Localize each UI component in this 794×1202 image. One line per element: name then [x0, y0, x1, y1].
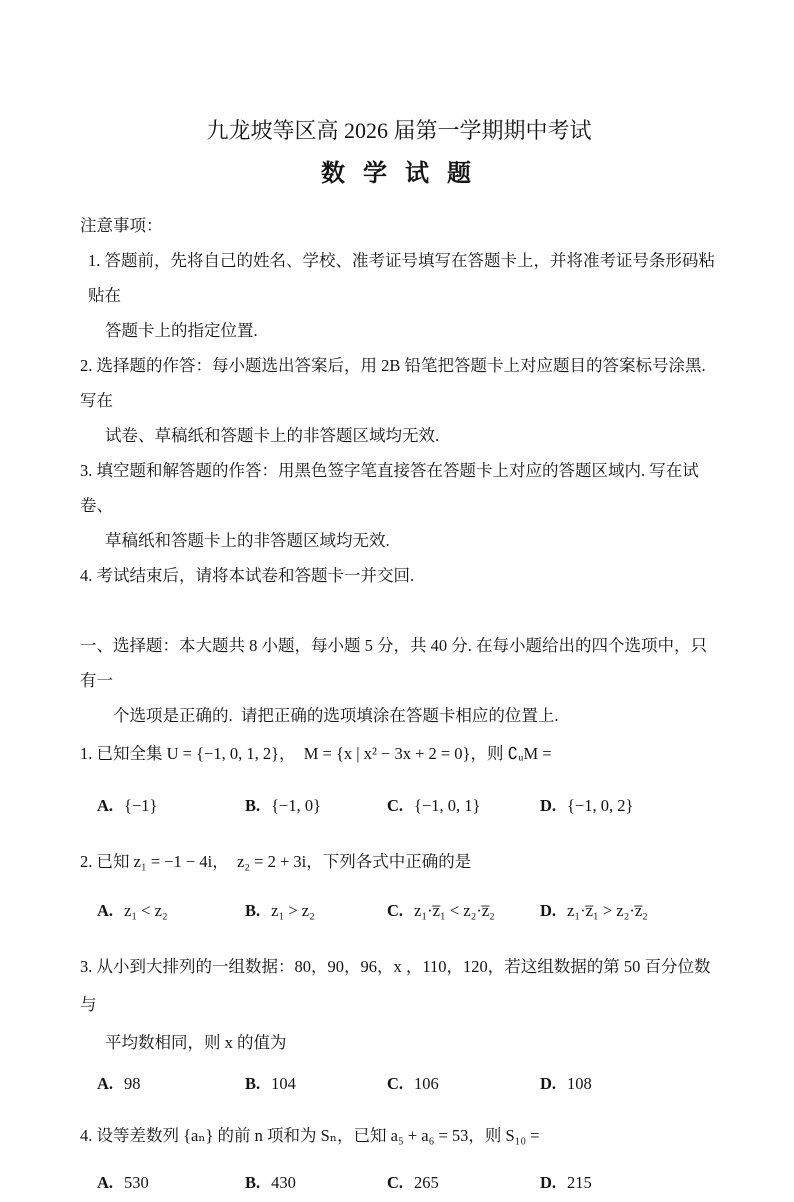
option-label: B. — [245, 1074, 261, 1093]
option-label: B. — [245, 796, 261, 815]
option-text: 104 — [271, 1074, 296, 1093]
question-2-option-a — [97, 892, 245, 930]
question-1-option-c — [387, 787, 540, 825]
question-1-option-a — [97, 787, 245, 825]
question-2-options — [80, 892, 718, 930]
option-text: 106 — [414, 1074, 439, 1093]
notice-item-3-line-2: 草稿纸和答题卡上的非答题区域均无效. — [105, 531, 390, 550]
question-3-option-d — [540, 1065, 718, 1103]
question-4-option-b — [245, 1164, 387, 1202]
question-4-option-d — [540, 1164, 718, 1202]
option-text: 98 — [124, 1074, 141, 1093]
option-text: {−1} — [124, 796, 158, 815]
notice-item-1-line-1: 1. 答题前，先将自己的姓名、学校、准考证号填写在答题卡上，并将准考证号条形码粘贴在 — [88, 251, 715, 305]
question-1-option-b — [245, 787, 387, 825]
option-label: C. — [387, 1074, 404, 1093]
section-header-line-2: 个选项是正确的. 请把正确的选项填涂在答题卡相应的位置上. — [113, 706, 559, 725]
exam-title: 九龙坡等区高 2026 届第一学期期中考试 — [206, 118, 592, 143]
option-label: D. — [540, 1074, 557, 1093]
option-text: z₁ > z₂ — [271, 901, 315, 920]
question-4-options — [80, 1164, 718, 1202]
option-label: B. — [245, 1173, 261, 1192]
option-text: 215 — [567, 1173, 592, 1192]
option-label: B. — [245, 901, 261, 920]
question-3-stem-line-1: 3. 从小到大排列的一组数据：80，90，96，x ，110，120，若这组数据的第 50 百分位数与 — [80, 957, 711, 1014]
notice-item-2-line-2: 试卷、草稿纸和答题卡上的非答题区域均无效. — [105, 426, 440, 445]
option-text: 530 — [124, 1173, 149, 1192]
question-1-option-d — [540, 787, 718, 825]
question-2-option-c — [387, 892, 540, 930]
option-label: A. — [97, 796, 114, 815]
section-header — [80, 628, 718, 733]
option-text: {−1, 0, 2} — [567, 796, 634, 815]
notice-item-2-line-1: 2. 选择题的作答：每小题选出答案后，用 2B 铅笔把答题卡上对应题目的答案标号涂黑. 写在 — [80, 356, 710, 410]
question-3-stem-line-2: 平均数相同，则 x 的值为 — [105, 1033, 287, 1052]
option-text: {−1, 0, 1} — [414, 796, 481, 815]
question-3-options — [80, 1065, 718, 1103]
question-4-stem: 4. 设等差数列 {aₙ} 的前 n 项和为 Sₙ，已知 a₅ + a₆ = 53，则 S₁₀ = — [80, 1126, 540, 1145]
notice-item-3-line-1: 3. 填空题和解答题的作答：用黑色签字笔直接答在答题卡上对应的答题区域内. 写在试卷、 — [80, 461, 699, 515]
option-label: C. — [387, 796, 404, 815]
option-label: A. — [97, 1074, 114, 1093]
option-label: D. — [540, 901, 557, 920]
section-header-line-1: 一、选择题：本大题共 8 小题，每小题 5 分，共 40 分. 在每小题给出的四个选项中，只有一 — [80, 636, 707, 690]
question-1-stem: 1. 已知全集 U = {−1, 0, 1, 2}， M = {x | x² − 3x + 2 = 0}，则 ∁ᵤM = — [80, 744, 552, 763]
question-3-option-b — [245, 1065, 387, 1103]
option-label: D. — [540, 1173, 557, 1192]
option-text: z₁·z̅₁ < z₂·z̅₂ — [414, 901, 495, 920]
page-content — [80, 0, 718, 1202]
question-2-option-b — [245, 892, 387, 930]
option-text: z₁·z̅₁ > z₂·z̅₂ — [567, 901, 648, 920]
option-label: D. — [540, 796, 557, 815]
notice-heading: 注意事项： — [80, 216, 163, 235]
option-text: 265 — [414, 1173, 439, 1192]
option-text: z₁ < z₂ — [124, 901, 168, 920]
question-3-option-a — [97, 1065, 245, 1103]
question-2-option-d — [540, 892, 718, 930]
option-label: A. — [97, 1173, 114, 1192]
exam-subtitle: 数 学 试 题 — [321, 161, 477, 187]
option-text: 108 — [567, 1074, 592, 1093]
notice-item-4-line-1: 4. 考试结束后，请将本试卷和答题卡一并交回. — [80, 566, 415, 585]
option-label: C. — [387, 901, 404, 920]
notice-item-1-line-2: 答题卡上的指定位置. — [105, 321, 258, 340]
question-4-option-a — [97, 1164, 245, 1202]
question-1-options — [80, 787, 718, 825]
option-text: 430 — [271, 1173, 296, 1192]
question-2-stem: 2. 已知 z₁ = −1 − 4i， z₂ = 2 + 3i，下列各式中正确的是 — [80, 852, 472, 871]
option-label: C. — [387, 1173, 404, 1192]
option-text: {−1, 0} — [271, 796, 322, 815]
question-4-option-c — [387, 1164, 540, 1202]
question-3-option-c — [387, 1065, 540, 1103]
option-label: A. — [97, 901, 114, 920]
